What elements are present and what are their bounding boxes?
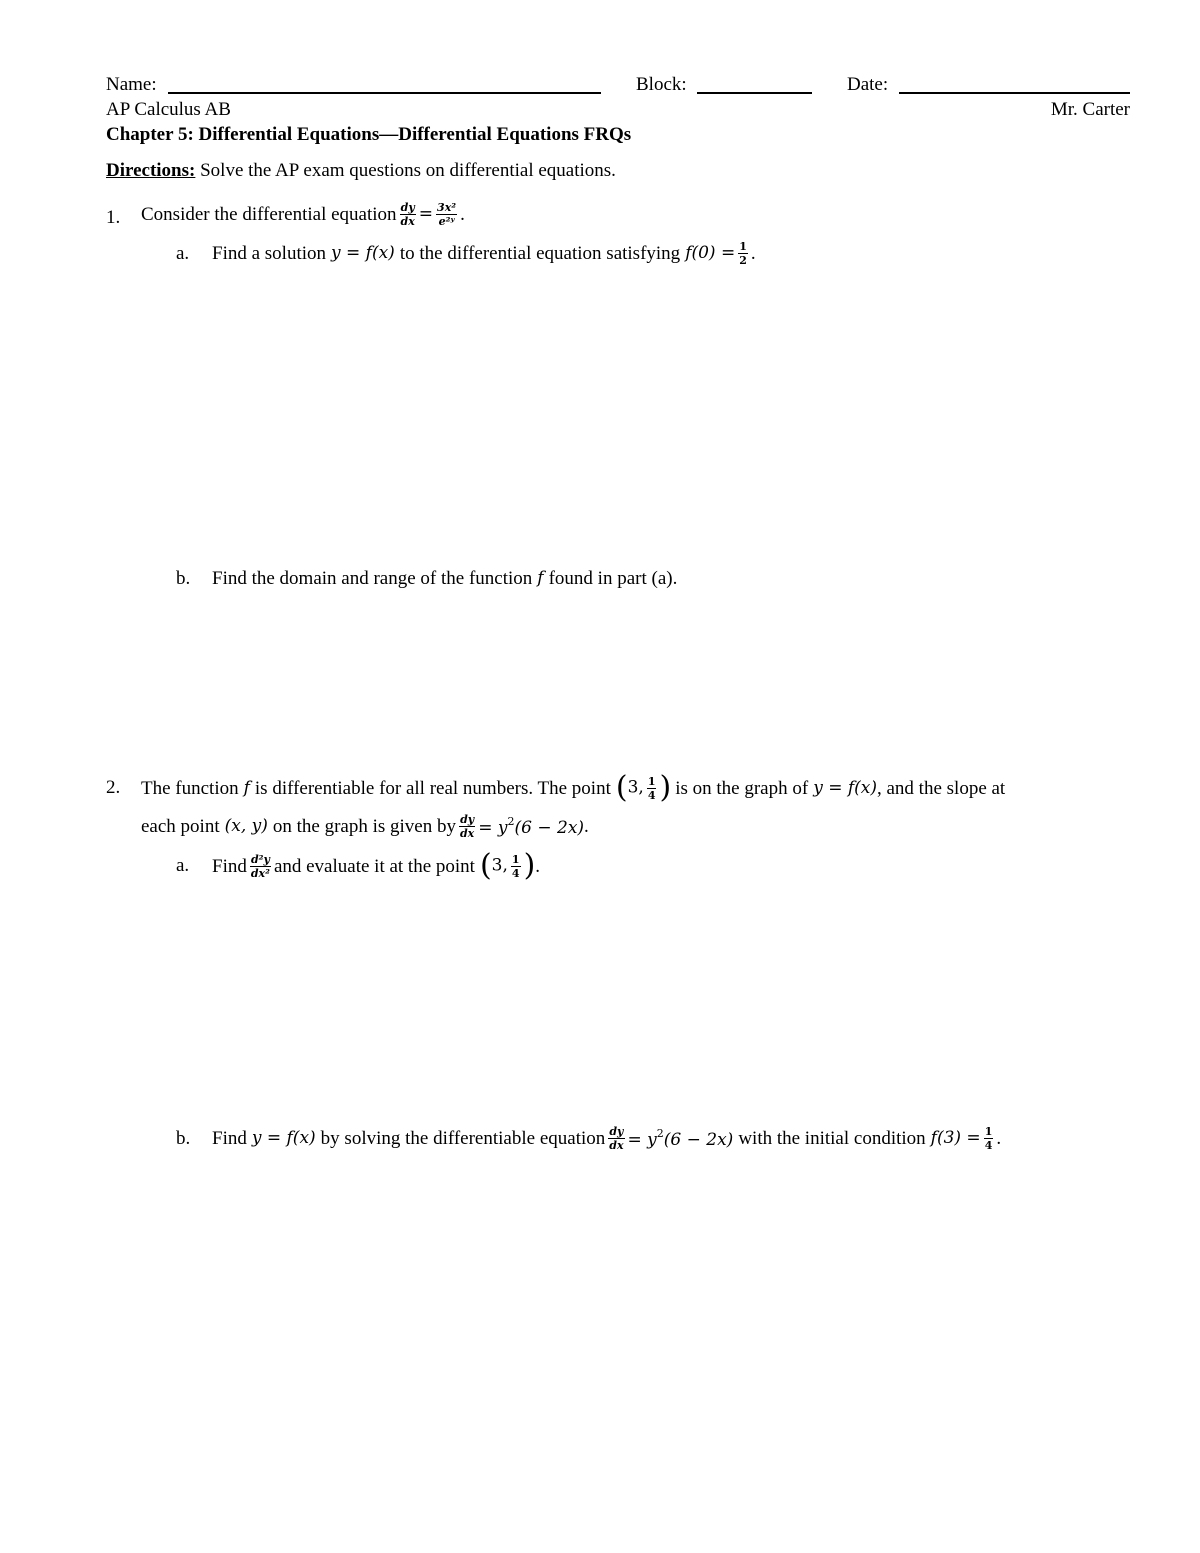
q2b-text1: Find [212, 1127, 247, 1149]
q2-text5: each point [141, 815, 220, 837]
q1b-math-f: f [537, 568, 544, 588]
q2a-text1: Find [212, 855, 247, 877]
q2b-quarter-fraction: $\frac{1}{4}$ [984, 1124, 993, 1152]
date-field[interactable] [899, 92, 1130, 94]
q1b-text1: Find the domain and range of the function [212, 568, 533, 589]
q2b-dydx-fraction: $\frac{dy}{dx}$ [609, 1124, 624, 1152]
directions-text: Solve the AP exam questions on differential equations. [195, 160, 616, 181]
q2-line1 [141, 768, 1005, 808]
q2-point: (3, $\frac{1}{4}$ ) [615, 770, 672, 805]
teacher-name: Mr. Carter [1050, 99, 1130, 120]
q2b-expr: = $y^2(6 - 2x)$ [627, 1126, 734, 1150]
q1a-text2: to the differential equation satisfying [399, 242, 681, 264]
q2-text3: is on the graph of [675, 777, 809, 799]
q2-text1: The function [141, 777, 239, 799]
q2-dydx-fraction: $\frac{dy}{dx}$ [459, 812, 475, 840]
q1a-math-f0: f(0) = [685, 242, 736, 263]
q1a-text1: Find a solution [212, 242, 327, 264]
q2a-point: (3, $\frac{1}{4}$ ) [479, 848, 536, 883]
q1a-half-fraction: $\frac{1}{2}$ [739, 239, 747, 267]
q1-text: Consider the differential equation [141, 203, 397, 225]
q2a-letter: a. [176, 855, 190, 876]
q1-number: 1. [106, 207, 121, 228]
q1b-prompt [212, 569, 677, 588]
date-label: Date: [847, 74, 889, 95]
q2-math-xy: (x, y) [224, 815, 268, 836]
q2a-second-derivative-fraction: $\frac{\text{d²y}}{\text{dx²}}$ [250, 852, 270, 880]
directions [106, 161, 616, 180]
block-label: Block: [636, 74, 687, 95]
q2b-prompt: Find y = f(x) by solving the differentiable equation $\frac{dy}{dx}$ = $y^2(6 - 2x)$ with the initial condition f(3) = $\frac{1}{4}$ . [212, 1124, 1002, 1152]
q1a-letter: a. [176, 243, 190, 264]
q2-text2: is differentiable for all real numbers. The point [254, 777, 611, 799]
q1b-letter: b. [176, 568, 191, 589]
block-field[interactable] [697, 92, 812, 94]
q1a-prompt: Find a solution y = f(x) to the differential equation satisfying f(0) = $\frac{1}{2}$ . [212, 239, 756, 267]
q2a-text2: and evaluate it at the point [273, 855, 475, 877]
q2-line2: each point (x, y) on the graph is given by $\frac{dy}{dx}$ = $y^2(6 - 2x)$ . [141, 812, 589, 840]
name-label: Name: [106, 74, 157, 95]
q2-text6: on the graph is given by [272, 815, 456, 837]
course-name: AP Calculus AB [106, 99, 231, 120]
q2b-math-yfx: y = f(x) [251, 1127, 316, 1148]
q2-slope-expr: = $y^2(6 - 2x)$ [478, 814, 585, 838]
q2b-letter: b. [176, 1128, 191, 1149]
q1a-math-yfx: y = f(x) [331, 242, 395, 263]
q2b-text2: by solving the differentiable equation [320, 1127, 606, 1149]
directions-label: Directions: [106, 160, 196, 181]
name-field[interactable] [168, 92, 601, 94]
q2-text4: , and the slope at [877, 777, 1006, 799]
q1-dydx-fraction: $\frac{dy}{dx}$ [400, 200, 415, 228]
q2-math-f: f [243, 777, 250, 798]
q2a-prompt: Find $\frac{\text{d²y}}{\text{dx²}}$ and evaluate it at the point (3, $\frac{1}{4}$ ) . [212, 848, 541, 883]
q2-math-yfx: y = f(x) [813, 777, 877, 798]
q1-stem: Consider the differential equation $\frac{dy}{dx}$ = $\frac{\text{3x²}}{\text{e²ʸ}}$ . [141, 200, 465, 228]
chapter-title: Chapter 5: Differential Equations—Differential Equations FRQs [106, 124, 632, 145]
q1-rhs-fraction: $\frac{\text{3x²}}{\text{e²ʸ}}$ [437, 200, 457, 228]
q1b-text2: found in part (a). [548, 568, 678, 589]
q2b-text3: with the initial condition [738, 1127, 926, 1149]
q2b-math-f3: f(3) = [930, 1127, 981, 1148]
q2-number: 2. [106, 777, 121, 798]
